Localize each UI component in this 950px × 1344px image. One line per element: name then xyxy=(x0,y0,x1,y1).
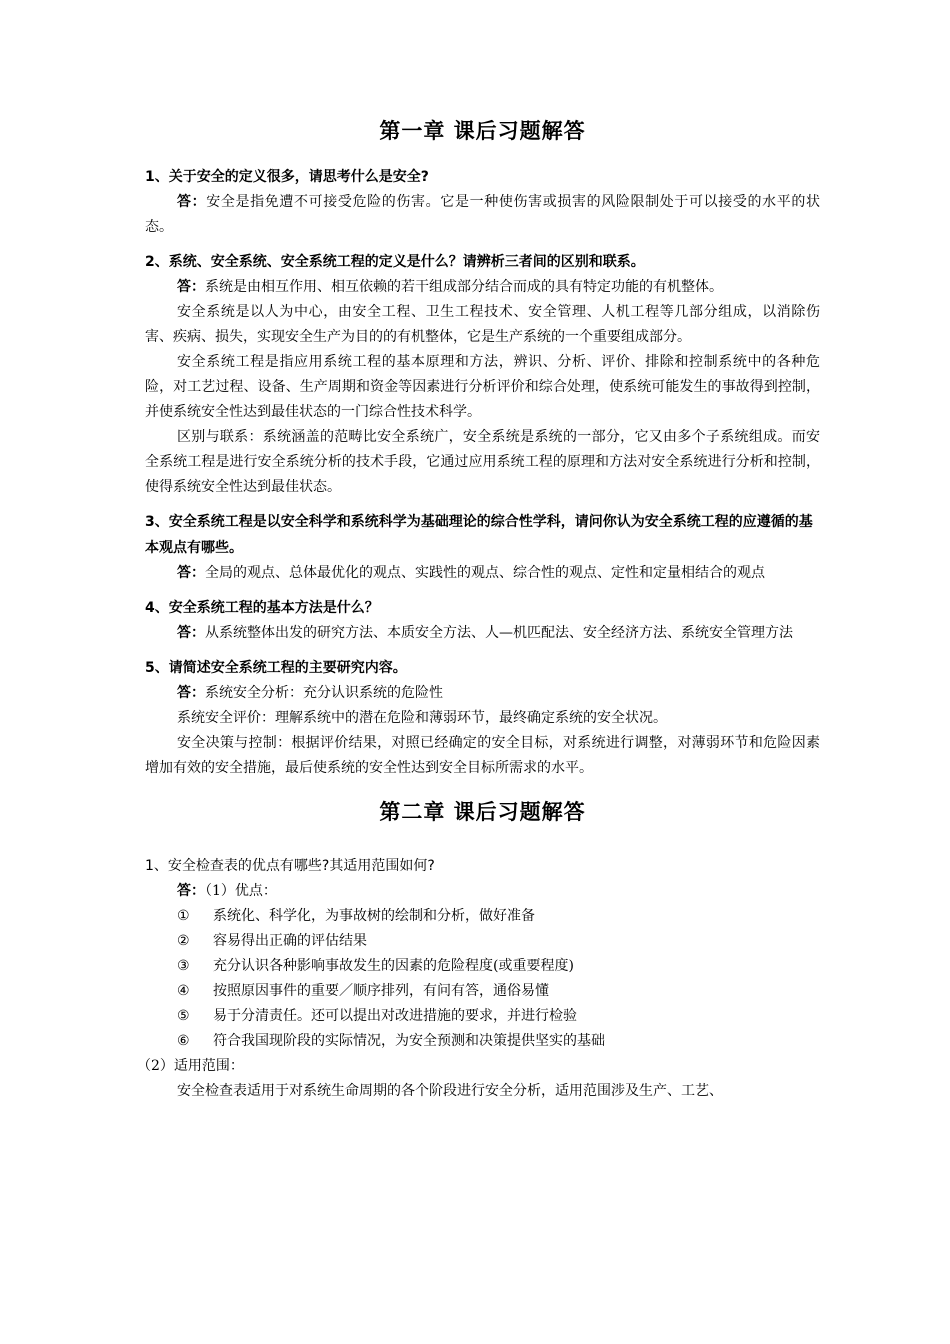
item-number: ④ xyxy=(177,983,190,999)
ch1-q2-answer-p2: 安全系统是以人为中心，由安全工程、卫生工程技术、安全管理、人机工程等几部分组成，以消除伤害、疾病、损失，实现安全生产为目的的有机整体，它是生产系统的一个重要组成部分。 xyxy=(145,304,820,345)
answer-label: 答： xyxy=(177,194,207,210)
ch1-q4-question: 4、安全系统工程的基本方法是什么？ xyxy=(145,600,379,616)
answer-text: 系统是由相互作用、相互依赖的若干组成部分结合而成的具有特定功能的有机整体。 xyxy=(205,279,723,295)
ch1-q3-question: 3、安全系统工程是以安全科学和系统科学为基础理论的综合性学科，请问你认为安全系统工程的应遵循的基本观点有哪些。 xyxy=(145,514,813,556)
ch1-q1-question: 1、关于安全的定义很多，请思考什么是安全? xyxy=(145,169,429,185)
list-item xyxy=(145,954,820,979)
document-page xyxy=(137,112,821,1104)
item-text: 充分认识各种影响事故发生的因素的危险程度(或重要程度) xyxy=(213,958,574,974)
ch1-q5-question: 5、请简述安全系统工程的主要研究内容。 xyxy=(145,660,407,676)
ch1-q3-answer xyxy=(145,561,820,586)
answer-label: 答： xyxy=(177,883,205,899)
ch1-q1-answer xyxy=(145,190,820,240)
item-number: ② xyxy=(177,933,190,949)
item-text: 容易得出正确的评估结果 xyxy=(213,933,367,949)
item-number: ① xyxy=(177,908,190,924)
answer-label: 答： xyxy=(177,685,205,701)
ch2-q1-answer-head xyxy=(145,879,820,904)
answer-label: 答： xyxy=(177,565,205,581)
item-text: 系统化、科学化，为事故树的绘制和分析，做好准备 xyxy=(213,908,535,924)
list-item xyxy=(145,904,820,929)
answer-text: 安全是指免遭不可接受危险的伤害。它是一种使伤害或损害的风险限制处于可以接受的水平的状态。 xyxy=(145,194,821,235)
ch1-q2-answer-p3: 安全系统工程是指应用系统工程的基本原理和方法，辨识、分析、评价、排除和控制系统中的各种危险，对工艺过程、设备、生产周期和资金等因素进行分析评价和综合处理，使系统可能发生的事故得到控制，并使系统安全性达到最佳状态的一门综合性技术科学。 xyxy=(145,354,820,420)
ch1-q2-question: 2、系统、安全系统、安全系统工程的定义是什么？请辨析三者间的区别和联系。 xyxy=(145,254,645,270)
ch1-q2-answer-p4: 区别与联系：系统涵盖的范畴比安全系统广，安全系统是系统的一部分，它又由多个子系统组成。而安全系统工程是进行安全系统分析的技术手段，它通过应用系统工程的原理和方法对安全系统进行分析和控制，使得系统安全性达到最佳状态。 xyxy=(145,429,820,495)
scope-text: 安全检查表适用于对系统生命周期的各个阶段进行安全分析，适用范围涉及生产、工艺、 xyxy=(177,1083,723,1099)
answer-text: 全局的观点、总体最优化的观点、实践性的观点、综合性的观点、定性和定量相结合的观点 xyxy=(205,565,765,581)
list-item xyxy=(145,1004,820,1029)
ch1-q5-answer-p1 xyxy=(145,681,820,706)
item-number: ③ xyxy=(177,958,190,974)
ch1-q5-answer-p3: 安全决策与控制：根据评价结果，对照已经确定的安全目标，对系统进行调整，对薄弱环节和危险因素增加有效的安全措施，最后使系统的安全性达到安全目标所需求的水平。 xyxy=(145,735,820,776)
item-text: 易于分清责任。还可以提出对改进措施的要求，并进行检验 xyxy=(213,1008,577,1024)
list-item xyxy=(145,929,820,954)
item-text: 符合我国现阶段的实际情况，为安全预测和决策提供坚实的基础 xyxy=(213,1033,605,1049)
item-number: ⑤ xyxy=(177,1008,190,1024)
item-text: 按照原因事件的重要／顺序排列，有问有答，通俗易懂 xyxy=(213,983,549,999)
ch2-q1-question: 1、安全检查表的优点有哪些?其适用范围如何? xyxy=(145,858,435,874)
advantages-list xyxy=(145,904,820,1054)
scope-head: （2）适用范围： xyxy=(137,1058,244,1074)
chapter1-title: 第一章 课后习题解答 xyxy=(379,119,586,143)
chapter2-title: 第二章 课后习题解答 xyxy=(379,800,586,824)
ch1-q5-answer-p2: 系统安全评价：理解系统中的潜在危险和薄弱环节，最终确定系统的安全状况。 xyxy=(177,710,667,726)
ch1-q4-answer xyxy=(145,621,820,646)
list-item xyxy=(145,1029,820,1054)
answer-label: 答： xyxy=(177,279,205,295)
item-number: ⑥ xyxy=(177,1033,190,1049)
answer-text: 系统安全分析：充分认识系统的危险性 xyxy=(205,685,443,701)
advantages-head: （1）优点： xyxy=(205,883,277,899)
answer-text: 从系统整体出发的研究方法、本质安全方法、人—机匹配法、安全经济方法、系统安全管理方法 xyxy=(205,625,793,641)
answer-label: 答： xyxy=(177,625,205,641)
ch1-q2-answer-p1 xyxy=(145,275,820,300)
list-item xyxy=(145,979,820,1004)
